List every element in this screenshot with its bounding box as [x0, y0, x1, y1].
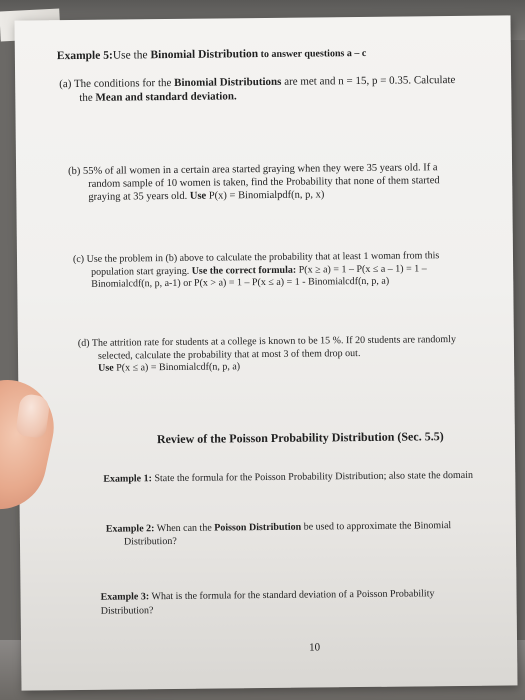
example3-line2: Distribution? — [100, 605, 154, 617]
example3-line1 — [100, 588, 434, 603]
example3-text: What is the formula for the standard deviation of a Poisson Probability — [149, 588, 435, 603]
review-title — [157, 430, 444, 445]
part-c-line2-bold: Use the correct formula: — [191, 264, 297, 277]
thumbnail — [15, 393, 51, 439]
part-b-line2: random sample of 10 women is taken, find the Probability that none of them started — [88, 175, 440, 190]
part-c-line1: (c) Use the problem in (b) above to calculate the probability that at least 1 woman from this — [72, 250, 440, 266]
part-b-line1: (b) 55% of all women in a certain area started graying when they were 35 years old. If a — [68, 162, 438, 178]
example5-intro-prefix: Use the — [112, 49, 151, 62]
part-b-line3-suffix: P(x) = Binomialpdf(n, p, x) — [206, 189, 325, 202]
review-title-text: Review of the Poisson Probability Distribution (Sec. 5.5) — [156, 429, 444, 447]
part-d-line3 — [98, 361, 240, 374]
part-d-line1: (d) The attrition rate for students at a college is known to be 15 %. If 20 students are randomly — [77, 334, 456, 349]
worksheet-page — [15, 15, 518, 690]
part-b-line3-prefix: graying at 35 years old. — [88, 190, 190, 203]
part-d-line3-bold: Use — [98, 362, 114, 374]
part-c-line2-suffix: P(x ≥ a) = 1 – P(x ≤ a – 1) = 1 – — [296, 263, 427, 276]
page-number: 10 — [309, 641, 321, 654]
part-a-line2-prefix: the — [79, 91, 96, 104]
example3-label: Example 3: — [100, 591, 150, 603]
part-a-suffix: are met and n = 15, p = 0.35. Calculate — [281, 74, 456, 88]
example1-text: State the formula for the Poisson Probability Distribution; also state the domain — [151, 469, 474, 485]
example2-line2: Distribution? — [123, 535, 177, 548]
example2-prefix: When can the — [154, 522, 215, 535]
part-a-line2-bold: Mean and standard deviation. — [95, 90, 237, 104]
part-b-line3-bold: Use — [189, 190, 207, 202]
part-c-line3: Binomialcdf(n, p, a-1) or P(x > a) = 1 – P(x ≤ a) = 1 - Binomialcdf(n, p, a) — [91, 275, 390, 290]
part-a-bold: Binomial Distributions — [174, 75, 282, 89]
part-a-line2 — [79, 90, 237, 104]
example5-intro-suffix: to answer questions a – c — [258, 47, 367, 61]
example2-bold: Poisson Distribution — [214, 521, 302, 534]
example2-label: Example 2: — [105, 523, 155, 535]
part-a-line1 — [59, 74, 455, 90]
part-c-line2-prefix: population start graying. — [91, 265, 192, 278]
example1-line — [103, 470, 473, 486]
example5-label: Example 5: — [56, 49, 113, 63]
part-d-line3-suffix: P(x ≤ a) = Binomialcdf(n, p, a) — [113, 361, 241, 374]
part-a-prefix: (a) The conditions for the — [59, 76, 175, 91]
example2-suffix: be used to approximate the Binomial — [301, 520, 452, 533]
part-d-line2: selected, calculate the probability that at most 3 of them drop out. — [97, 348, 361, 362]
example2-line1 — [106, 520, 451, 536]
example5-header — [57, 47, 367, 63]
example1-label: Example 1: — [103, 473, 152, 485]
part-b-line3 — [88, 189, 324, 203]
example5-intro-bold: Binomial Distribution — [150, 48, 259, 62]
